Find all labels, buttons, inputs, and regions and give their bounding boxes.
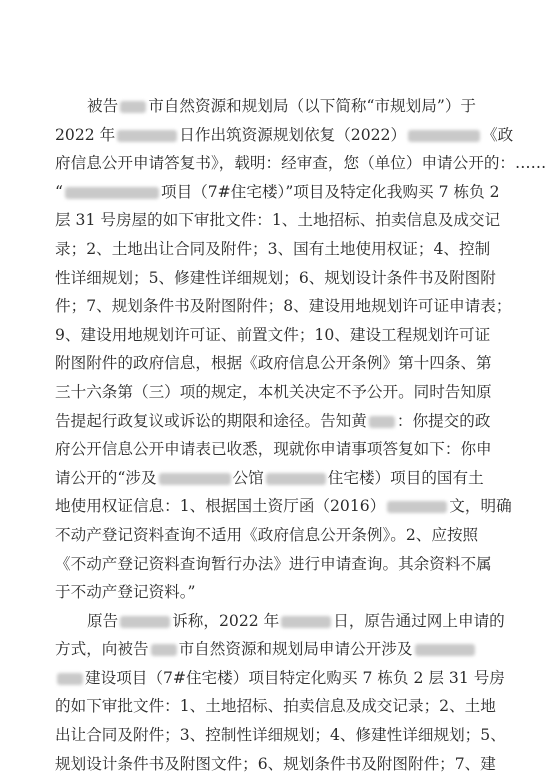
text-segment: 请公开的“涉及 [55,468,157,487]
text-line [55,750,508,778]
text-segment: 的如下审批文件：1、土地招标、拍卖信息及成交记录；2、土地 [55,697,496,716]
text-line [55,435,508,464]
text-segment: 附图附件的政府信息，根据《政府信息公开条例》第十四条、第 [55,354,492,373]
text-segment: 层 31 号房屋的如下审批文件：1、土地招标、拍卖信息及成交记 [55,211,501,230]
text-line [55,407,508,436]
text-line [55,235,508,264]
text-segment: 三十六条第（三）项的规定，本机关决定不予公开。同时告知原 [55,382,492,401]
redacted-text [266,473,326,485]
text-segment: 地使用权证信息：1、根据国土资厅函（2016） [55,497,386,516]
text-line [55,349,508,378]
text-segment: 不动产登记资料查询不适用《政府信息公开条例》。2、应按照 [55,525,479,544]
text-line [55,149,547,178]
text-line [55,521,508,550]
text-line [55,264,508,293]
text-segment: 市自然资源和规划局申请公开涉及 [178,640,413,659]
text-line [55,178,508,207]
text-line [55,206,508,235]
text-segment: 建设项目（7#住宅楼）项目特定化购买 7 栋负 2 层 31 号房 [85,668,505,687]
text-segment: 日，原告通过网上申请的 [333,611,505,630]
redacted-text [117,130,177,142]
redacted-text [120,616,170,628]
text-segment: 出让合同及附件；3、控制性详细规划；4、修建性详细规划；5、 [55,726,506,745]
text-line [55,664,508,693]
text-line [55,692,508,721]
text-segment: 9、建设用地规划许可证、前置文件；10、建设工程规划许可证 [55,325,491,344]
text-line [55,492,512,521]
text-segment: ：你提交的政 [396,411,491,430]
text-segment: 性详细规划；5、修建性详细规划；6、规划设计条件书及附图附 [55,268,496,287]
text-segment: 方式，向被告 [55,640,149,659]
text-line [55,121,514,150]
text-line [55,607,508,636]
text-segment: 《不动产登记资料查询暂行办法》进行申请查询。其余资料不属 [55,554,492,573]
text-segment: 被告 [87,97,119,115]
text-segment: 公馆 [232,468,264,487]
text-line [55,378,508,407]
text-segment: 诉称，2022 年 [172,611,280,630]
redacted-text [415,644,475,656]
text-segment: 2022 年 [55,125,116,144]
redacted-text [369,416,395,428]
text-line [55,635,508,664]
text-segment: 于不动产登记资料。” [55,583,196,602]
text-segment: 市自然资源和规划局（以下简称“市规划局”）于 [148,97,477,115]
text-line [55,464,508,493]
text-line [55,292,512,321]
text-line [55,92,508,121]
text-segment: 《政 [482,125,514,144]
redacted-text [387,501,447,513]
text-segment: 文，明确 [449,497,512,516]
redacted-text [151,644,177,656]
text-segment: 件；7、规划条件书及附图附件；8、建设用地规划许可证申请表； [55,297,512,316]
text-segment: 日作出筑资源规划依复（2022） [179,125,407,144]
text-segment: 府信息公开申请答复书》，载明：经审查，您（单位）申请公开的：…… [55,154,547,173]
redacted-text [120,101,146,113]
text-line [55,578,508,607]
text-line [55,321,508,350]
redacted-text [65,187,159,199]
text-segment: 住宅楼）项目的国有土 [327,468,484,487]
text-segment: 告提起行政复议或诉讼的期限和途径。告知黄 [55,411,367,430]
text-segment: “ [55,182,63,201]
redacted-text [159,473,231,485]
text-segment: 录；2、土地出让合同及附件；3、国有土地使用权证；4、控制 [55,239,491,258]
text-segment: 项目（7#住宅楼）”项目及特定化我购买 7 栋负 2 [160,182,500,201]
text-segment: 规划设计条件书及附图文件；6、规划条件书及附图附件；7、建 [55,754,496,773]
redacted-text [57,673,83,685]
text-segment: 府公开信息公开申请表已收悉，现就你申请事项答复如下：你申 [55,440,492,459]
text-line [55,721,508,750]
redacted-text [408,130,480,142]
text-segment: 原告 [87,611,119,630]
redacted-text [281,616,331,628]
text-line [55,550,508,579]
